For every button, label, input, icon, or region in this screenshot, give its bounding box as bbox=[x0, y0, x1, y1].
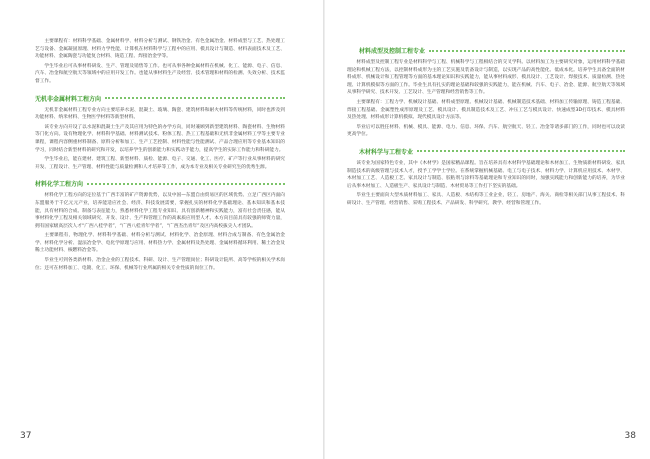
section-paragraph: 主要课程有：工程力学、机械设计基础、材料成型原理、机械设计基础、机械制造技术基础、材料加工传输原理、铸造工程基础、焊接工程基础、金属塑性成形原理及工艺、模具设计、模具制造技术及工艺、冲压工艺与模具设计、快速成型3D打印技术、模具材料及热处理、材料成形计算机模拟、现代模具设计方法等。 bbox=[347, 99, 625, 121]
section-heading bbox=[359, 46, 625, 55]
section-title: 无机非金属材料工程方向 bbox=[35, 95, 102, 103]
intro-paragraph: 学生毕业后可从事材料研发、生产、管理及销售等工作。也可从事各种金属材料在机械、化工、能源、电子、信息、汽车、冶金和航空航天等领域中的应用开发工作。也能从事材料生产及经营、技术管理和材料的检测、失效分析、技术监督工作。 bbox=[35, 63, 285, 84]
section-paragraph: 毕业后可以胜任材料、机械、模具、能源、电力、信息、环保、汽车、航空航天、轻工、冶金等诸多部门的工作，同时也可以攻读更高学位。 bbox=[347, 124, 625, 138]
right-page-content bbox=[347, 38, 625, 210]
dotted-rule bbox=[429, 50, 625, 52]
section-heading bbox=[35, 179, 285, 188]
left-page-content bbox=[35, 38, 285, 274]
section-title: 木材科学与工程专业 bbox=[359, 148, 414, 156]
section-paragraph: 材料成型及控制工程专业是材料科学与工程、机械科学与工程相结合的交叉学科。以材料加工为主要研究对象，运用材料科学基础理论和机械工程方法，以控制材料成形为主的工艺实施及装备设计与制造，以实现产品的高性能化、低成本化。培养学生具备全面的材料成形、机械设计和工程管理等方面的基本理论知识和实践能力，能从事材料成形、模具设计、工艺设计、焊接技术、质量检测、热处理、计算机模拟等方面的工作。毕业生具有扎实的理论基础和较强的实践能力，能在机械、汽车、电子、冶金、能源、航空航天等领域从事科学研究、技术开发、工艺设计、生产管理和经营销售等工作。 bbox=[347, 60, 625, 96]
section-paragraph: 主要课程有，物理化学、材料科学基础、材料分析与测试、材料化学、冶金原理、材料合成与制备、有色金属冶金学、材料化学分析、湿法冶金学、电化学原理与应用、材料热力学、金属材料及热处理、金属材料循环利用、稀土冶金及稀土功能材料、核燃料冶金等。 bbox=[35, 233, 285, 254]
section-paragraph: 毕业生可到各类新材料、冶金企业的工程技术、科研、设计、生产管理岗位；科研设计院所、高等学校的相关学术岗位；还可在材料加工、电镀、化工、环保、机械等行业所属的相关专业性质的岗位工作。 bbox=[35, 258, 285, 271]
right-page bbox=[325, 0, 650, 459]
section-paragraph: 学生毕业后，能在建材、建筑工程、新型材料、质检、能源、电子、交通、化工、医疗、矿产等行业从事材料的研究开发、工程设计、生产管理、材料性能与质量检测和人才培养等工作，成为本专业及相关专业研究生的优秀生源。 bbox=[35, 157, 285, 170]
section-paragraph: 无机非金属材料工程专业方向主要培养水泥、混凝土、玻璃、陶瓷、建筑材料和耐火材料等传统材料，同时也涉及到功能材料、纳米材料、生物医学材料等新型材料。 bbox=[35, 107, 285, 121]
dotted-rule bbox=[417, 150, 625, 152]
intro-paragraph: 主要课程有：材料科学基础、金属材料学、材料分析与测试、钢铁冶金、有色金属冶金、材料成型与工艺、热处理工艺与设备、金属凝固原理、材料力学性能、计算机在材料科学与工程中的应用、模具设计与制造、材料表面技术及工艺、功能材料、金属陶瓷与功能复合材料、铸造工程、焊接冶金学等。 bbox=[35, 39, 285, 60]
dotted-rule bbox=[105, 97, 285, 99]
dotted-rule bbox=[87, 183, 285, 185]
section-paragraph: 毕业生主要面向大型木质材料加工、家具、人造板、木结构等工业企业，轻工、房地产、海关、商检等相关部门从事工程技术、科研设计、生产管理、经营销售、采购工程技术、产品研发、科学研究、教学、经营和管理工作。 bbox=[347, 193, 625, 206]
page-number: 37 bbox=[20, 431, 32, 441]
section-heading bbox=[359, 147, 625, 156]
section-heading bbox=[35, 94, 285, 103]
page-number: 38 bbox=[624, 431, 636, 441]
section-paragraph: 该专业方向开设了以水泥和混凝土生产及其应用为特色的办学方向，同时兼顾到新型建筑材料、陶瓷材料、生物材料等门化方向。设有物理化学、材料科学基础、材料测试技术、粉体工程、热工工程基础和无机非金属材料工学等主要专业课程，课程内容侧重材料制备、原料分析和加工、生产工艺控制、材料性能与性能测试、产品合理应用等专业基本知识的学习，同时结合新型材料的研究和开发，以培养学生的创新能力和实践动手能力，提高学生的实际工作能力和科研能力。 bbox=[35, 124, 285, 153]
section-title: 材料成型及控制工程专业 bbox=[359, 48, 426, 55]
section-title: 材料化学工程方向 bbox=[35, 181, 84, 189]
section-paragraph: 该专业为国家特色专业，其中《木材学》是国家精品课程。旨在培养具有木材科学基础理论和木材加工、生物质新材料研发、家具制造技术的高级管理与技术人才，授予工学学士学位。在系统掌握机械基础、电工与电子技术、材料力学、计算机应用技术、木材学、木材加工工艺、人造板工艺、家具设计与制造、胶粘剂与涂料等基础理论和专业知识的同时，加强实践能力和创新能力的培养，为毕业后从事木材加工、人造板生产、家具设计与制造、木材贸易等工作打下坚实的基础。 bbox=[347, 160, 625, 189]
section-paragraph: 材料化学工程方向的定位基于广西丰富的矿产资源优势，以及中国—东盟自由贸易区的区域优势。立足广西区内面向东盟服务于千亿元元产业，培养能适应社会、经济、科技发展需要，掌握扎实的材料化学基础理论、基本知识和基本技能，具有材料的合成、制备与表征能力，熟悉材料化学工程专业知识、具有创新精神和实践能力，富有社会责任感，能从事材料化学工程及相关领域研究、开发、设计、生产和管理工作的高素质应用型人才。本方向目前具有较强的师资力量，拥有国家级高层次人才“广西八桂学者”，“广西八桂青年学者”，“广西杰出青年”及区内高校拔尖人才团队。 bbox=[35, 193, 285, 229]
